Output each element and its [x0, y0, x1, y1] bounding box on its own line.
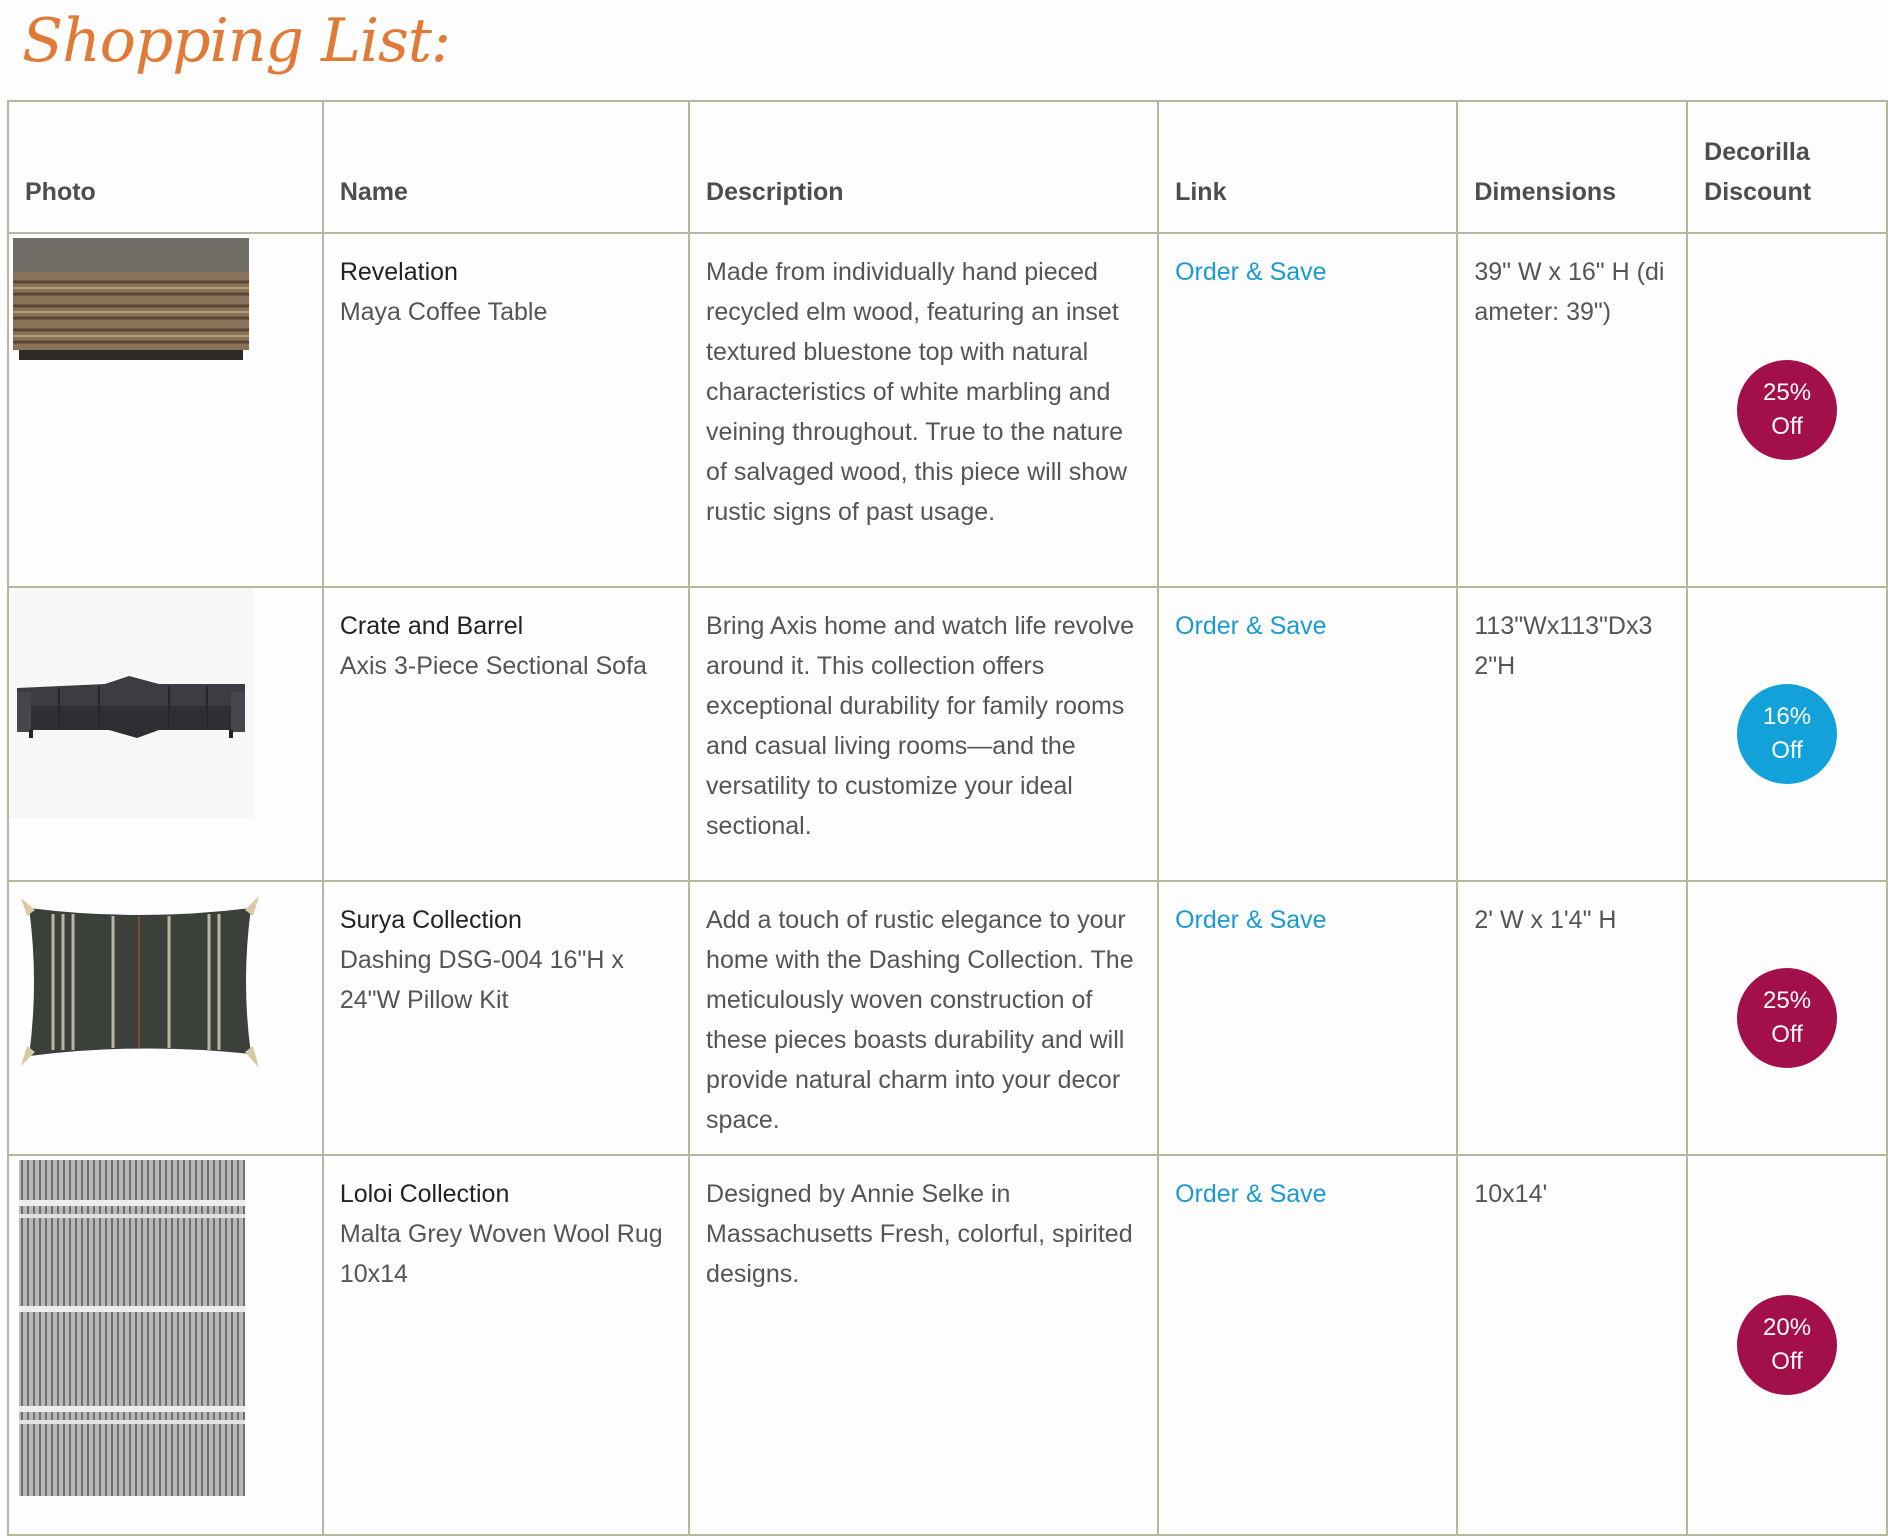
header-description: Description [689, 101, 1158, 233]
header-photo: Photo [8, 101, 323, 233]
brand-name: Revelation [339, 258, 458, 286]
discount-cell [1687, 233, 1887, 587]
description-text: Made from individually hand pieced recycled elm wood, featuring an inset textured bluestone top with natural characteristics of white marbling and veining throughout. True to the nature of salvaged wood, this piece will show rustic signs of past usage. [706, 258, 1128, 526]
discount-cell [1687, 881, 1887, 1155]
header-discount-line1: Decorilla [1704, 138, 1810, 166]
name-cell [323, 587, 689, 881]
dimensions-cell [1457, 587, 1687, 881]
discount-off: Off [1771, 1021, 1803, 1048]
dimensions-text: 39" W x 16" H (diameter: 39") [1474, 258, 1665, 326]
order-save-link[interactable]: Order & Save [1175, 258, 1327, 286]
sectional-sofa-icon [9, 588, 253, 818]
page-title: Shopping List: [22, 6, 451, 76]
description-cell [689, 881, 1158, 1155]
order-save-link[interactable]: Order & Save [1175, 612, 1327, 640]
table-row [8, 587, 1887, 881]
rug-icon [9, 1156, 245, 1496]
order-save-link[interactable]: Order & Save [1175, 1180, 1327, 1208]
discount-percent: 20% [1763, 1314, 1812, 1341]
dimensions-text: 113"Wx113"Dx32"H [1474, 612, 1653, 680]
link-cell [1158, 587, 1457, 881]
brand-name: Crate and Barrel [339, 612, 524, 640]
description-cell [689, 1155, 1158, 1535]
header-link: Link [1158, 101, 1457, 233]
header-discount-line2: Discount [1704, 178, 1812, 206]
description-text: Bring Axis home and watch life revolve around it. This collection offers exceptional durability for family rooms and casual living rooms—and the versatility to customize your ideal sectional. [706, 612, 1135, 840]
photo-cell [8, 881, 323, 1155]
shopping-list-table [7, 100, 1888, 1536]
photo-cell [8, 587, 323, 881]
photo-cell [8, 233, 323, 587]
link-cell [1158, 881, 1457, 1155]
dimensions-cell [1457, 1155, 1687, 1535]
discount-cell [1687, 1155, 1887, 1535]
discount-off: Off [1771, 1348, 1803, 1375]
product-name: Axis 3-Piece Sectional Sofa [339, 652, 647, 680]
coffee-table-icon [9, 234, 253, 364]
header-name: Name [323, 101, 689, 233]
dimensions-text: 2' W x 1'4" H [1474, 906, 1617, 934]
discount-percent: 25% [1763, 987, 1812, 1014]
table-row [8, 1155, 1887, 1535]
dimensions-cell [1457, 881, 1687, 1155]
header-dimensions: Dimensions [1457, 101, 1687, 233]
header-discount [1687, 101, 1887, 233]
product-name: Dashing DSG-004 16"H x 24"W Pillow Kit [339, 946, 624, 1014]
description-cell [689, 587, 1158, 881]
table-header-row [8, 101, 1887, 233]
name-cell [323, 1155, 689, 1535]
table-row [8, 881, 1887, 1155]
discount-off: Off [1771, 737, 1803, 764]
link-cell [1158, 233, 1457, 587]
discount-cell [1687, 587, 1887, 881]
discount-badge [1737, 684, 1837, 784]
product-name: Malta Grey Woven Wool Rug 10x14 [339, 1220, 663, 1288]
discount-percent: 16% [1763, 703, 1812, 730]
brand-name: Surya Collection [339, 906, 522, 934]
description-text: Designed by Annie Selke in Massachusetts Fresh, colorful, spirited designs. [706, 1180, 1133, 1288]
discount-badge [1737, 1295, 1837, 1395]
name-cell [323, 881, 689, 1155]
description-cell [689, 233, 1158, 587]
discount-badge [1737, 968, 1837, 1068]
brand-name: Loloi Collection [339, 1180, 510, 1208]
pillow-icon [9, 882, 269, 1082]
dimensions-text: 10x14' [1474, 1180, 1548, 1208]
photo-cell [8, 1155, 323, 1535]
product-name: Maya Coffee Table [339, 298, 548, 326]
discount-percent: 25% [1763, 379, 1812, 406]
table-row [8, 233, 1887, 587]
discount-badge [1737, 360, 1837, 460]
discount-off: Off [1771, 413, 1803, 440]
link-cell [1158, 1155, 1457, 1535]
name-cell [323, 233, 689, 587]
dimensions-cell [1457, 233, 1687, 587]
order-save-link[interactable]: Order & Save [1175, 906, 1327, 934]
description-text: Add a touch of rustic elegance to your home with the Dashing Collection. The meticulously woven construction of these pieces boasts durability and will provide natural charm into your decor space. [706, 906, 1134, 1134]
